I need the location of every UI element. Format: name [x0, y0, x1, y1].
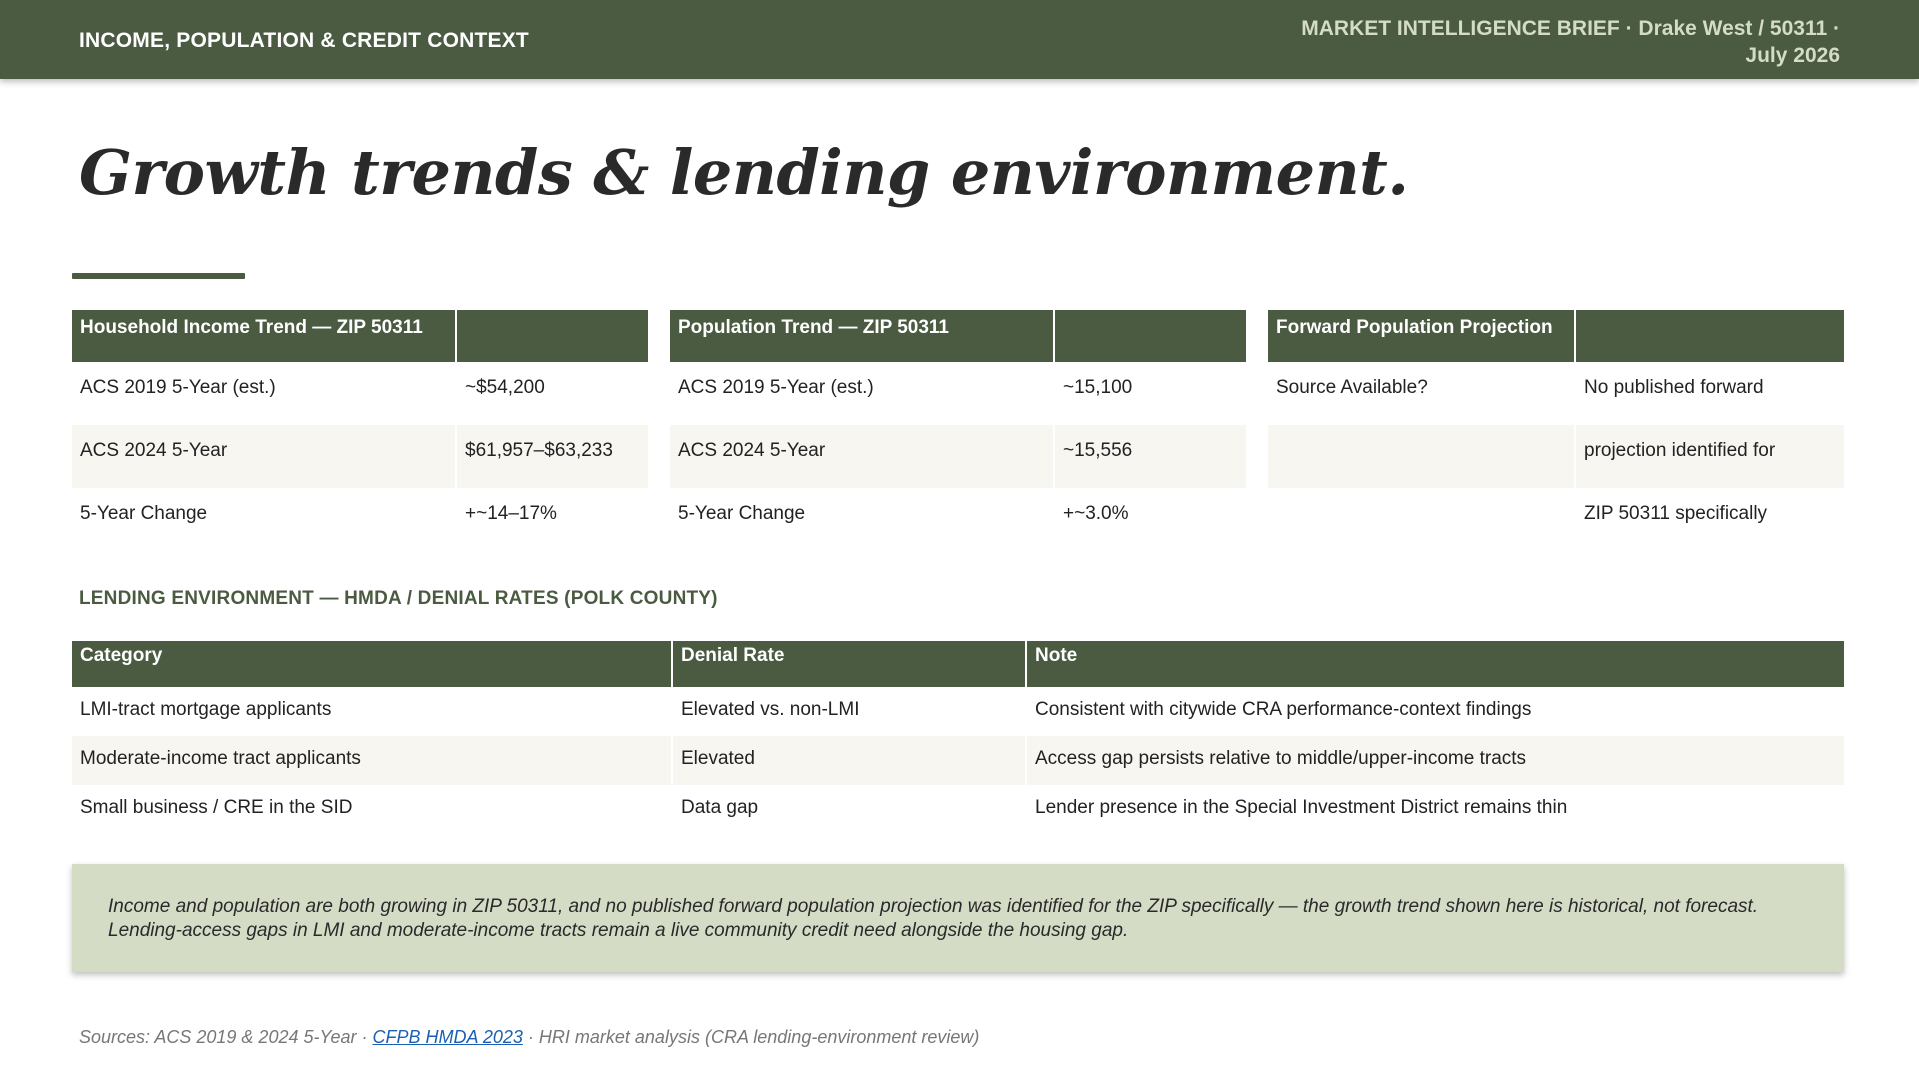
section-label: INCOME, POPULATION & CREDIT CONTEXT	[79, 29, 529, 52]
denial-rate-cell: Data gap	[672, 785, 1026, 834]
denial-rate-cell: Elevated vs. non-LMI	[672, 687, 1026, 736]
column-header-category: Category	[72, 641, 672, 687]
table-row	[670, 362, 1246, 425]
table-row	[670, 425, 1246, 488]
sources-prefix: Sources: ACS 2019 & 2024 5-Year ·	[79, 1027, 373, 1047]
table-row	[72, 736, 1844, 785]
table-header: Population Trend — ZIP 50311	[670, 310, 1054, 362]
row-value: projection identified for	[1575, 425, 1844, 488]
table-header-value	[1054, 310, 1246, 362]
row-value: $61,957–$63,233	[456, 425, 648, 488]
row-value: ZIP 50311 specifically	[1584, 503, 1768, 524]
row-label: ACS 2024 5-Year	[670, 425, 1054, 488]
note-cell: Access gap persists relative to middle/upper-income tracts	[1026, 736, 1844, 785]
category-cell: Small business / CRE in the SID	[72, 785, 672, 834]
brief-line-1: MARKET INTELLIGENCE BRIEF · Drake West / 50311 ·	[1301, 17, 1840, 40]
table-header-value	[456, 310, 648, 362]
row-value: ~15,100	[1063, 377, 1133, 398]
row-value: ~15,556	[1054, 425, 1246, 488]
category-cell: Moderate-income tract applicants	[72, 736, 672, 785]
column-header-note: Note	[1026, 641, 1844, 687]
table-row	[72, 488, 648, 551]
cfpb-hmda-link[interactable]: CFPB HMDA 2023	[372, 1027, 523, 1047]
row-value: ~$54,200	[465, 377, 545, 398]
population-trend-table	[670, 310, 1246, 551]
income-trend-table	[72, 310, 648, 551]
forward-projection-table	[1268, 310, 1844, 551]
category-cell: LMI-tract mortgage applicants	[72, 687, 672, 736]
brief-line-2: July 2026	[1745, 44, 1840, 67]
table-row	[670, 488, 1246, 551]
accent-rule	[72, 273, 245, 279]
table-row	[1268, 488, 1844, 551]
row-value: No published forward	[1584, 377, 1764, 398]
row-label: ACS 2019 5-Year (est.)	[670, 362, 1054, 425]
sources-suffix: · HRI market analysis (CRA lending-environment review)	[522, 1027, 980, 1047]
table-header-value	[1575, 310, 1844, 362]
header-bar	[0, 0, 1919, 79]
table-row	[1268, 362, 1844, 425]
page-title: Growth trends & lending environment.	[79, 136, 1409, 209]
table-row	[72, 785, 1844, 834]
table-row	[1268, 425, 1844, 488]
row-label: 5-Year Change	[670, 488, 1054, 551]
row-label	[1268, 488, 1575, 551]
table-row	[72, 362, 648, 425]
table-header: Forward Population Projection	[1268, 310, 1575, 362]
table-row	[72, 425, 648, 488]
note-cell: Lender presence in the Special Investment District remains thin	[1035, 796, 1568, 818]
row-value: +~14–17%	[465, 503, 557, 524]
row-label: Source Available?	[1268, 362, 1575, 425]
denial-rate-cell: Elevated	[672, 736, 1026, 785]
row-label: 5-Year Change	[72, 488, 456, 551]
row-label: ACS 2024 5-Year	[72, 425, 456, 488]
table-row	[72, 687, 1844, 736]
lending-section-heading: LENDING ENVIRONMENT — HMDA / DENIAL RATES (POLK COUNTY)	[79, 588, 718, 609]
note-cell: Consistent with citywide CRA performance-context findings	[1035, 698, 1532, 720]
column-header-denial-rate: Denial Rate	[672, 641, 1026, 687]
summary-callout: Income and population are both growing in ZIP 50311, and no published forward population projection was identified for the ZIP specifically — the growth trend shown here is historical, not forecast. Lending-access gaps in LMI and moderate-income tracts remain a live community credit need alongside the housing gap.	[72, 864, 1844, 972]
row-value: +~3.0%	[1063, 503, 1129, 524]
table-header: Household Income Trend — ZIP 50311	[72, 310, 456, 362]
row-label: ACS 2019 5-Year (est.)	[72, 362, 456, 425]
brief-label	[1120, 15, 1840, 69]
sources-line	[79, 1027, 979, 1048]
row-label	[1268, 425, 1575, 488]
lending-table	[72, 641, 1844, 834]
